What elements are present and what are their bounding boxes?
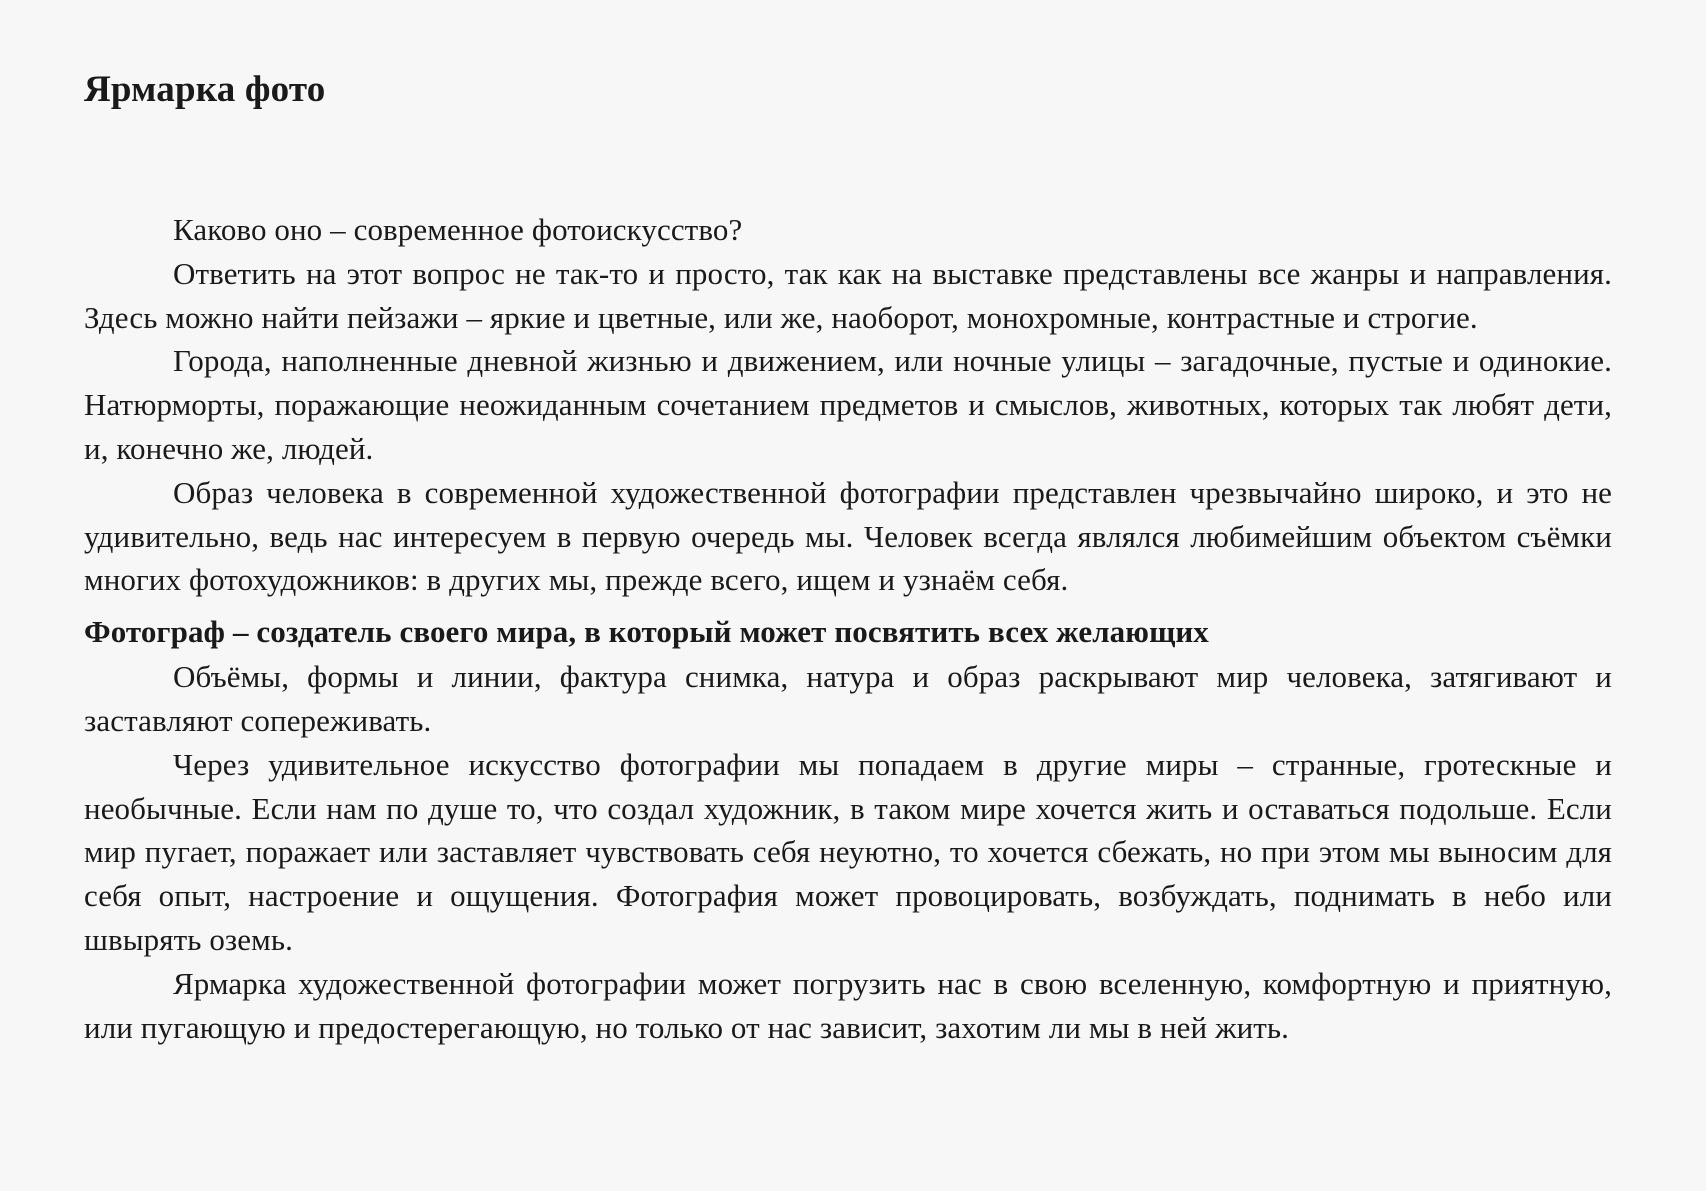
paragraph: Каково оно – современное фотоискусство?	[173, 212, 743, 247]
paragraph: Ответить на этот вопрос не так-то и просто, так как на выставке представлены все жанры и направления. Здесь можно найти пейзажи – яркие и цветные, или же, наоборот, монохромные, контрастные и строгие.	[84, 255, 1612, 335]
paragraph: Через удивительное искусство фотографии мы попадаем в другие миры – странные, гротескные и необычные. Если нам по душе то, что создал художник, в таком мире хочется жить и оставаться подольше. Если мир пугает, поражает или заставляет чувствовать себя неуютно, то хочется сбежать, но при этом мы выносим для себя опыт, настроение и ощущения. Фотография может провоцировать, возбуждать, поднимать в небо или швырять оземь.	[84, 746, 1612, 957]
document-title: Ярмарка фото	[84, 69, 326, 110]
paragraph: Ярмарка художественной фотографии может погрузить нас в свою вселенную, комфортную и приятную, или пугающую и предостерегающую, но только от нас зависит, захотим ли мы в ней жить.	[84, 965, 1612, 1045]
section-subheading: Фотограф – создатель своего мира, в который может посвятить всех желающих	[84, 614, 1209, 650]
document-page	[84, 60, 1612, 1049]
photographer-section	[84, 610, 1612, 1049]
intro-section	[84, 208, 1612, 602]
paragraph: Города, наполненные дневной жизнью и движением, или ночные улицы – загадочные, пустые и одинокие. Натюрморты, поражающие неожиданным сочетанием предметов и смыслов, животных, которых так любят дети, и, конечно же, людей.	[84, 343, 1612, 466]
document-body	[84, 208, 1612, 1049]
paragraph: Объёмы, формы и линии, фактура снимка, натура и образ раскрывают мир человека, затягивают и заставляют сопереживать.	[84, 659, 1612, 738]
paragraph: Образ человека в современной художественной фотографии представлен чрезвычайно широко, и это не удивительно, ведь нас интересуем в первую очередь мы. Человек всегда являлся любимейшим объектом съёмки многих фотохудожников: в других мы, прежде всего, ищем и узнаём себя.	[84, 474, 1612, 598]
